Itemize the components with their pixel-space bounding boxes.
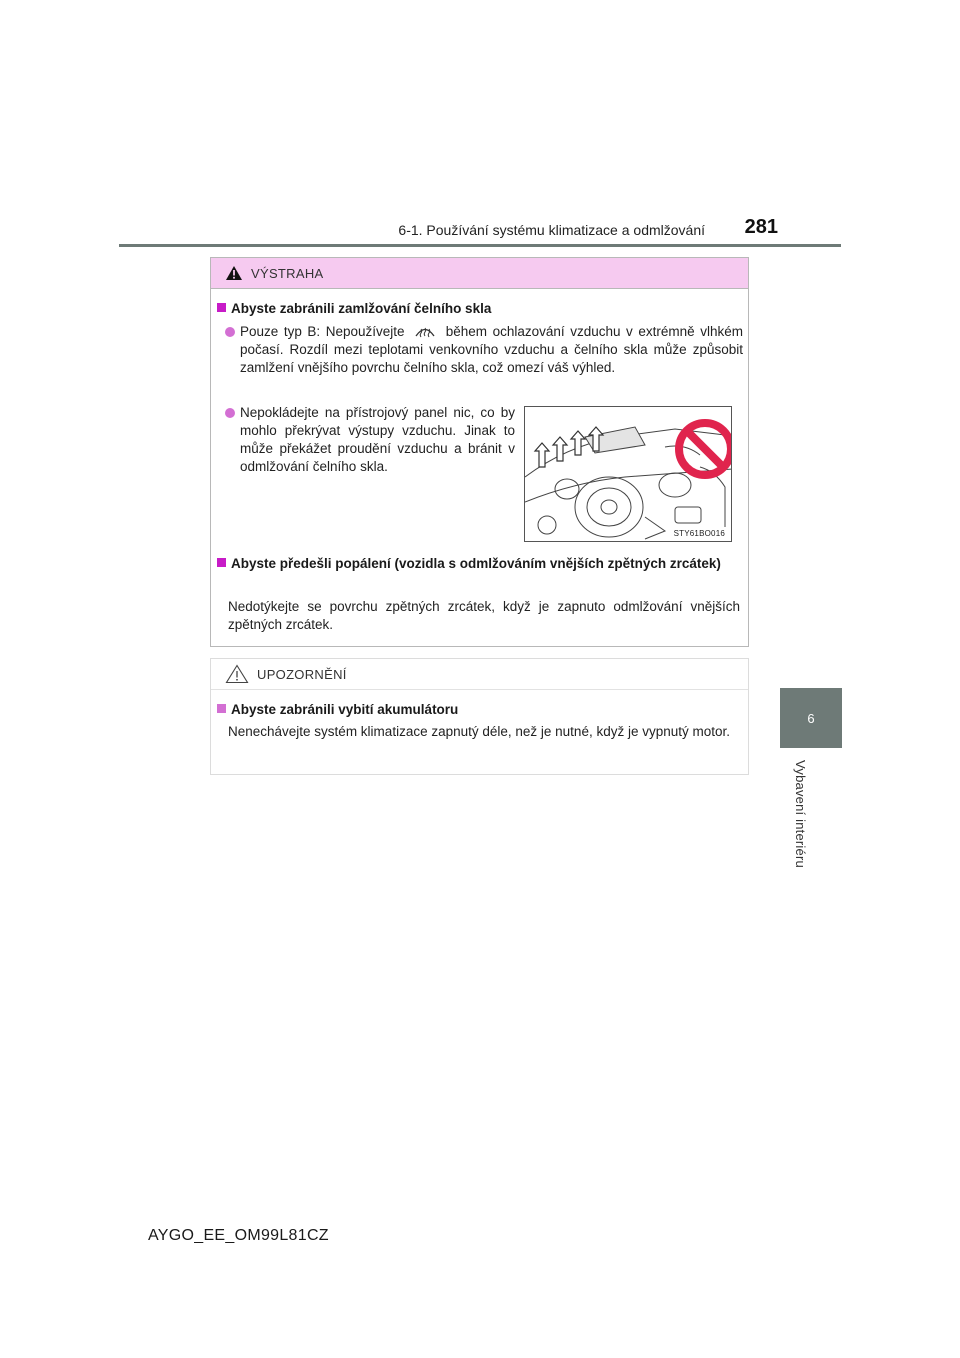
warning-box-title: VÝSTRAHA — [251, 265, 324, 281]
heading-square-marker — [217, 558, 226, 567]
chapter-tab[interactable] — [780, 688, 842, 748]
bullet2-text: Nepokládejte na přístrojový panel nic, co by mohlo překrývat výstupy vzduchu. Jinak to může překážet proudění vzduchu a bránit v odmlžování čelního skla. — [240, 405, 515, 474]
warning-heading-fogging — [217, 300, 737, 318]
windshield-defrost-icon — [414, 324, 436, 338]
bullet1-text-after: během ochlazování vzduchu v extrémně vlhkém počasí. Rozdíl mezi teplotami venkovního vzduchu a čelního skla může způsobit zamlžení vnějšího povrchu čelního skla, což omezí váš výhled. — [240, 324, 743, 375]
bullet-dot — [225, 327, 235, 337]
caution-heading-battery-text: Abyste zabránili vybití akumulátoru — [231, 702, 459, 717]
warning-bullet-dashboard — [225, 404, 515, 476]
chapter-tab-number: 6 — [807, 710, 815, 726]
bullet1-text-before: Pouze typ B: Nepoužívejte — [240, 324, 405, 339]
heading-square-marker — [217, 704, 226, 713]
dashboard-line-drawing — [525, 407, 732, 542]
caution-box-header — [211, 659, 748, 690]
caution-triangle-icon — [225, 664, 249, 684]
warning-box — [210, 257, 749, 647]
warning-bullet-defrost — [225, 323, 743, 377]
page-number: 281 — [744, 216, 778, 238]
figure-code: STY61BO016 — [673, 529, 725, 538]
warning-text-mirrors: Nedotýkejte se povrchu zpětných zrcátek, když je zapnuto odmlžování vnějších zpětných zrcátek. — [228, 599, 740, 632]
warning-heading-fogging-text: Abyste zabránili zamlžování čelního skla — [231, 301, 492, 316]
warning-heading-burns-text: Abyste předešli popálení (vozidla s odmlžováním vnějších zpětných zrcátek) — [231, 556, 721, 571]
warning-box-header — [211, 258, 748, 289]
chapter-tab-label: Vybavení interiéru — [793, 760, 808, 868]
warning-heading-burns — [217, 555, 739, 573]
header-rule — [119, 244, 841, 247]
warning-triangle-icon — [225, 265, 243, 281]
footer-document-code: AYGO_EE_OM99L81CZ — [148, 1227, 329, 1244]
header-section-title: 6-1. Používání systému klimatizace a odmlžování — [398, 222, 705, 238]
dashboard-illustration — [524, 406, 732, 542]
caution-box-title: UPOZORNĚNÍ — [257, 666, 347, 682]
bullet-dot — [225, 408, 235, 418]
caution-text-battery: Nenechávejte systém klimatizace zapnutý déle, než je nutné, když je vypnutý motor. — [228, 724, 731, 739]
heading-square-marker — [217, 303, 226, 312]
caution-heading-battery — [217, 701, 737, 719]
caution-box — [210, 658, 749, 775]
prohibition-slash — [687, 431, 723, 467]
